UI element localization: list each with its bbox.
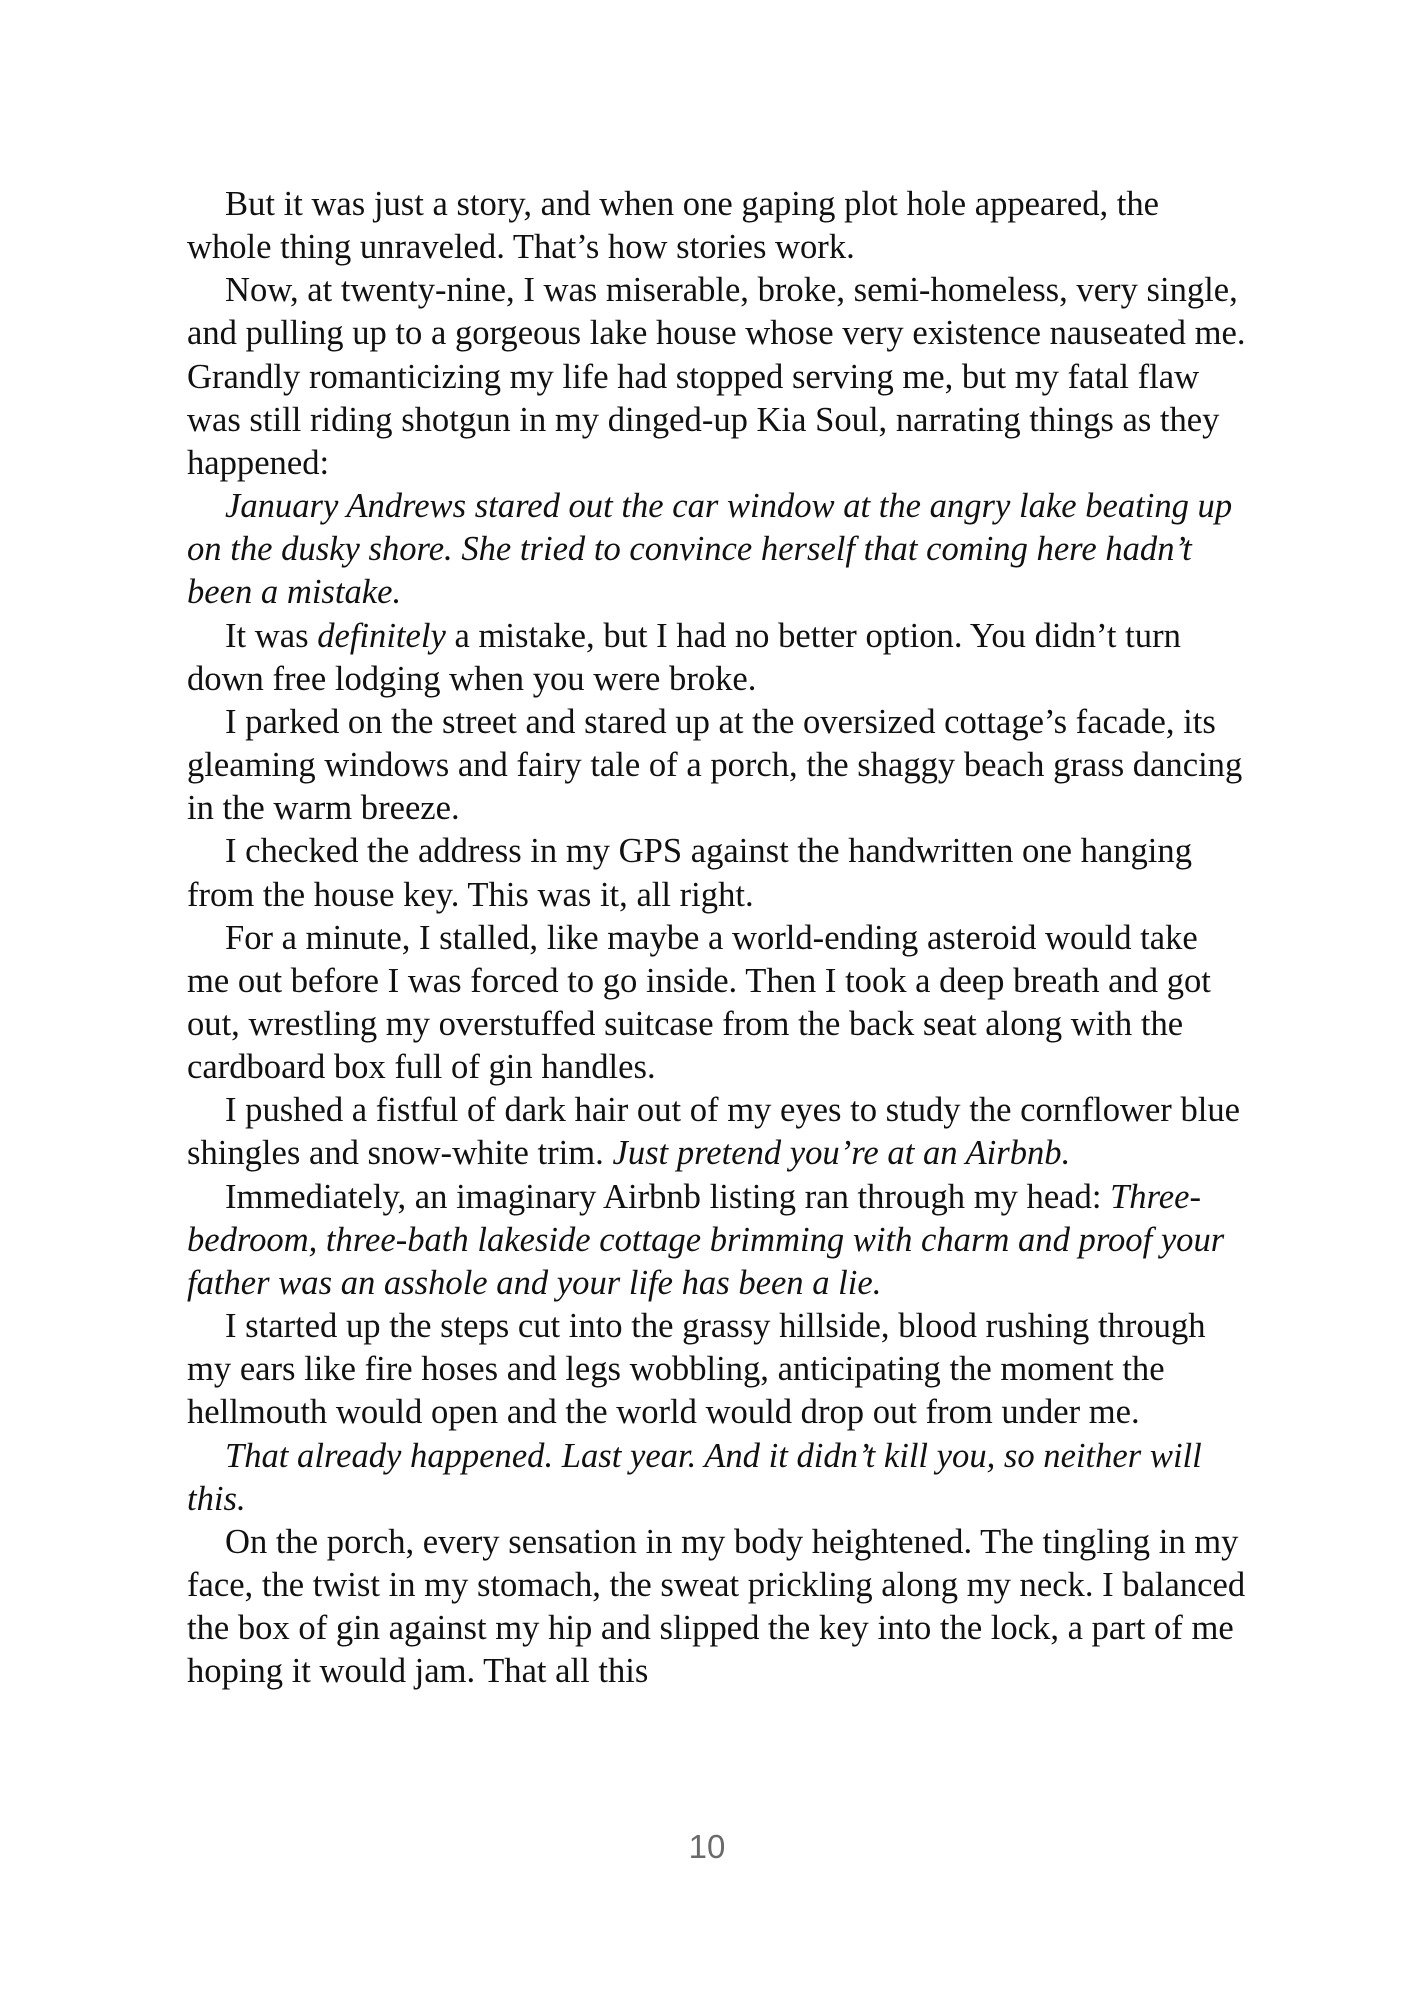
text-run: I checked the address in my GPS against the handwritten one hanging from the house key. This was it, all right. [187,832,1192,914]
text-run: Immediately, an imaginary Airbnb listing ran through my head: [225,1177,1111,1216]
text-run: I pushed a fistful of dark hair out of my eyes to study the cornflower blue shingles and snow-white trim. [187,1091,1240,1173]
text-run: On the porch, every sensation in my body heightened. The tingling in my face, the twist in my stomach, the sweat prickling along my neck. I balanced the box of gin against my hip and slipped the key into the lock, a part of me hoping it would jam. That all this [187,1522,1246,1691]
text-run: I parked on the street and stared up at the oversized cottage’s facade, its gleaming windows and fairy tale of a porch, the shaggy beach grass dancing in the warm breeze. [187,702,1243,828]
italic-text-run: Three-bedroom, three-bath lakeside cottage brimming with charm and proof your father was an asshole and your life has been a lie. [187,1177,1225,1302]
paragraph [187,1089,1247,1175]
page-number: 10 [688,1828,726,1865]
paragraph [187,701,1247,830]
body-text [187,183,1247,1693]
paragraph [187,830,1247,916]
italic-text-run: Just pretend you’re at an Airbnb. [612,1134,1071,1173]
italic-text-run: definitely [317,616,446,655]
text-run: It was [225,616,318,655]
paragraph [187,1305,1247,1434]
paragraph-italic [187,1435,1247,1521]
text-run: But it was just a story, and when one gaping plot hole appeared, the whole thing unraveled. That’s how stories work. [187,185,1160,267]
paragraph [187,615,1247,701]
text-run: For a minute, I stalled, like maybe a world-ending asteroid would take me out before I was forced to go inside. Then I took a deep breath and got out, wrestling my overstuffed suitcase from the back seat along with the cardboard box full of gin handles. [187,918,1211,1087]
paragraph [187,1176,1247,1305]
paragraph [187,1521,1247,1694]
paragraph [187,183,1247,269]
italic-text-run: That already happened. Last year. And it didn’t kill you, so neither will this. [187,1436,1202,1518]
paragraph [187,269,1247,485]
paragraph-italic [187,485,1247,614]
text-run: I started up the steps cut into the grassy hillside, blood rushing through my ears like fire hoses and legs wobbling, anticipating the moment the hellmouth would open and the world would drop out from under me. [187,1307,1206,1432]
italic-text-run: January Andrews stared out the car window at the angry lake beating up on the dusky shore. She tried to convince herself that coming here hadn’t been a mistake. [187,487,1233,612]
paragraph [187,917,1247,1090]
text-run: Now, at twenty-nine, I was miserable, broke, semi-homeless, very single, and pulling up to a gorgeous lake house whose very existence nauseated me. Grandly romanticizing my life had stopped serving me, but my fatal flaw was still riding shotgun in my dinged-up Kia Soul, narrating things as they happened: [187,271,1246,482]
text-run: a mistake, but I had no better option. You didn’t turn down free lodging when you were broke. [187,616,1181,698]
